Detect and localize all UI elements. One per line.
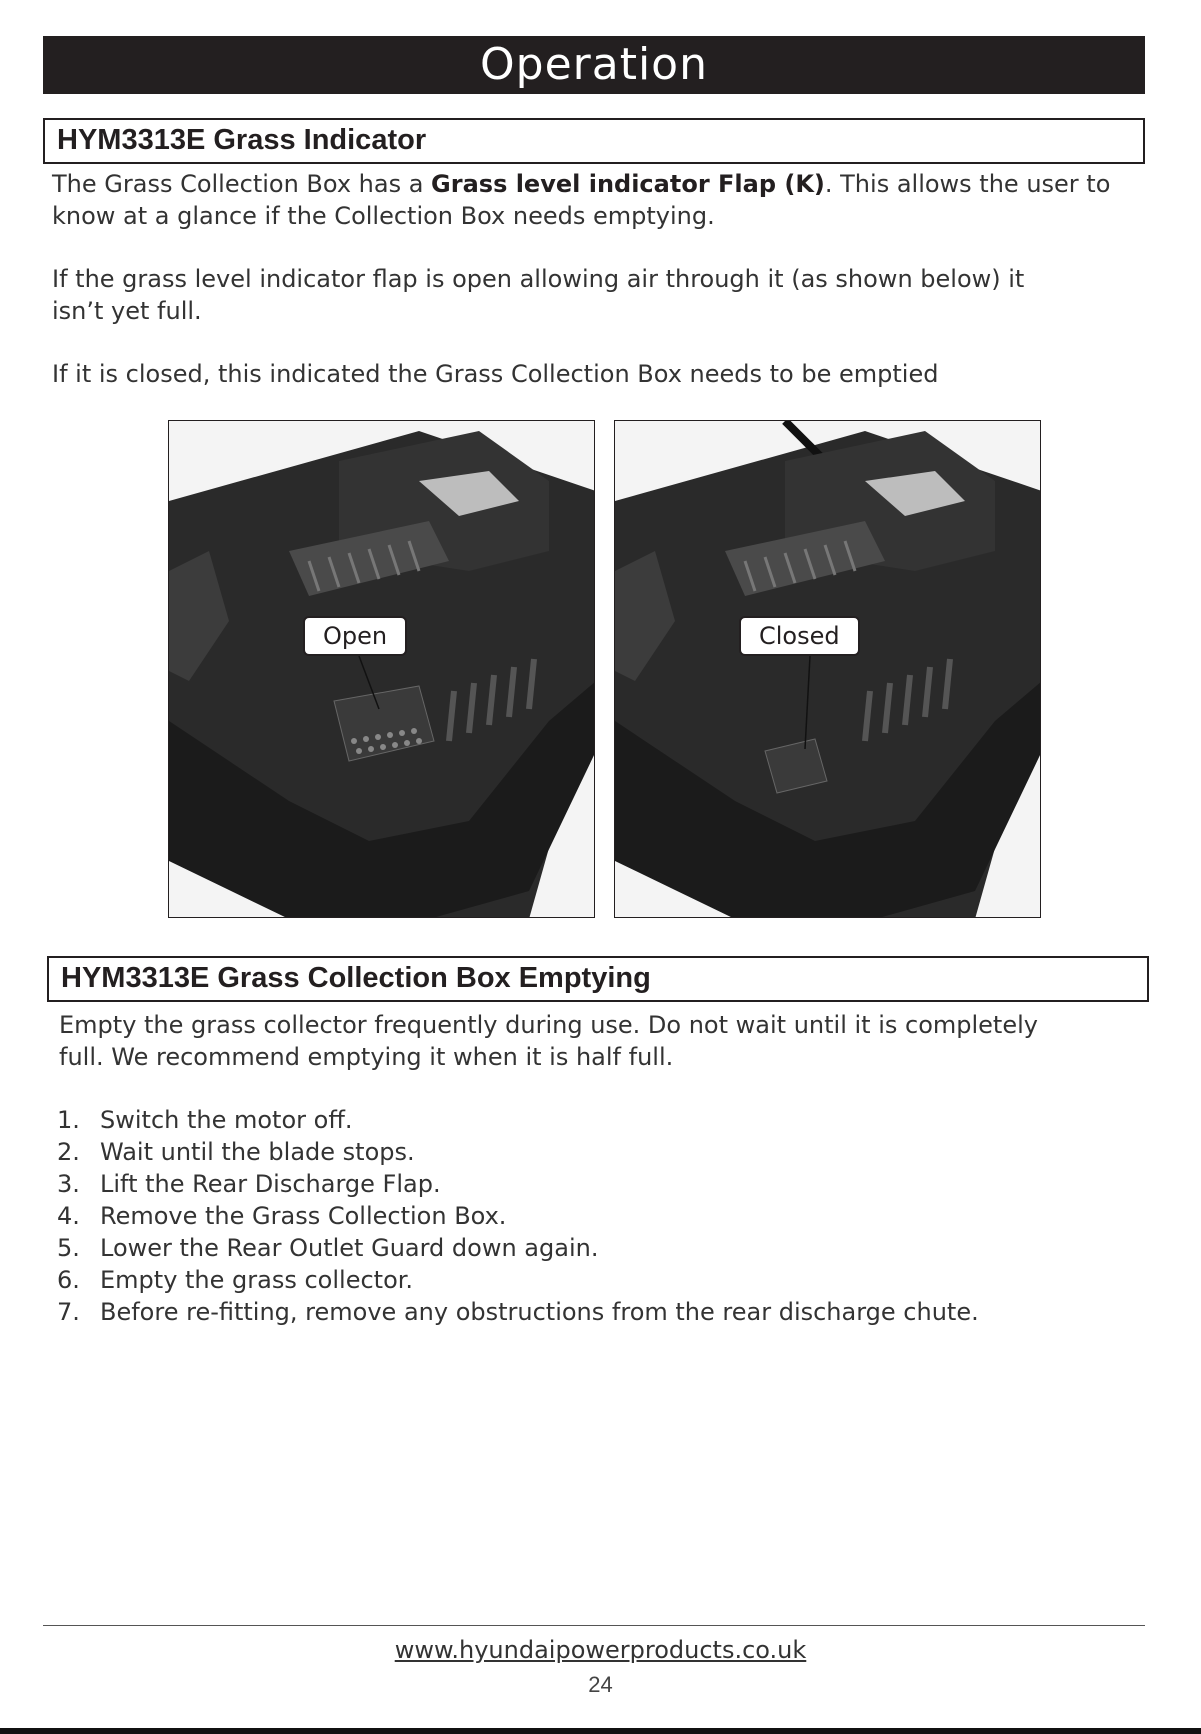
section-title-grass-indicator: HYM3313E Grass Indicator (43, 118, 1145, 164)
flap-name-bold: Grass level indicator Flap (K) (431, 170, 825, 198)
list-item: 4. Remove the Grass Collection Box. (57, 1202, 507, 1230)
open-explanation: If the grass level indicator flap is open allowing air through it (as shown below) it isn’t yet full. (52, 265, 1025, 325)
page-number: 24 (588, 1672, 613, 1697)
list-item: 7. Before re-fitting, remove any obstructions from the rear discharge chute. (57, 1298, 979, 1326)
emptying-intro: Empty the grass collector frequently during use. Do not wait until it is completely full. We recommend emptying it when it is half full. (59, 1011, 1038, 1071)
footer-website-link[interactable]: www.hyundaipowerproducts.co.uk (394, 1636, 807, 1664)
section-title-emptying: HYM3313E Grass Collection Box Emptying (47, 956, 1149, 1002)
list-item: 2. Wait until the blade stops. (57, 1138, 415, 1166)
closed-label: Closed (739, 616, 860, 656)
photo-flap-closed (614, 420, 1041, 918)
page-banner: Operation (43, 36, 1145, 94)
footer-divider (43, 1625, 1145, 1626)
closed-explanation: If it is closed, this indicated the Grass Collection Box needs to be emptied (52, 360, 939, 388)
mower-open-illustration (169, 421, 595, 918)
list-item: 1. Switch the motor off. (57, 1106, 353, 1134)
mower-closed-illustration (615, 421, 1041, 918)
list-item: 6. Empty the grass collector. (57, 1266, 414, 1294)
open-label: Open (303, 616, 407, 656)
emptying-steps-list (57, 1104, 979, 1328)
list-item: 3. Lift the Rear Discharge Flap. (57, 1170, 441, 1198)
photo-flap-open (168, 420, 595, 918)
intro-paragraph: The Grass Collection Box has a Grass level indicator Flap (K). This allows the user to know at a glance if the Collection Box needs emptying. (52, 170, 1111, 230)
bottom-edge-strip (0, 1728, 1201, 1734)
list-item: 5. Lower the Rear Outlet Guard down again. (57, 1234, 599, 1262)
